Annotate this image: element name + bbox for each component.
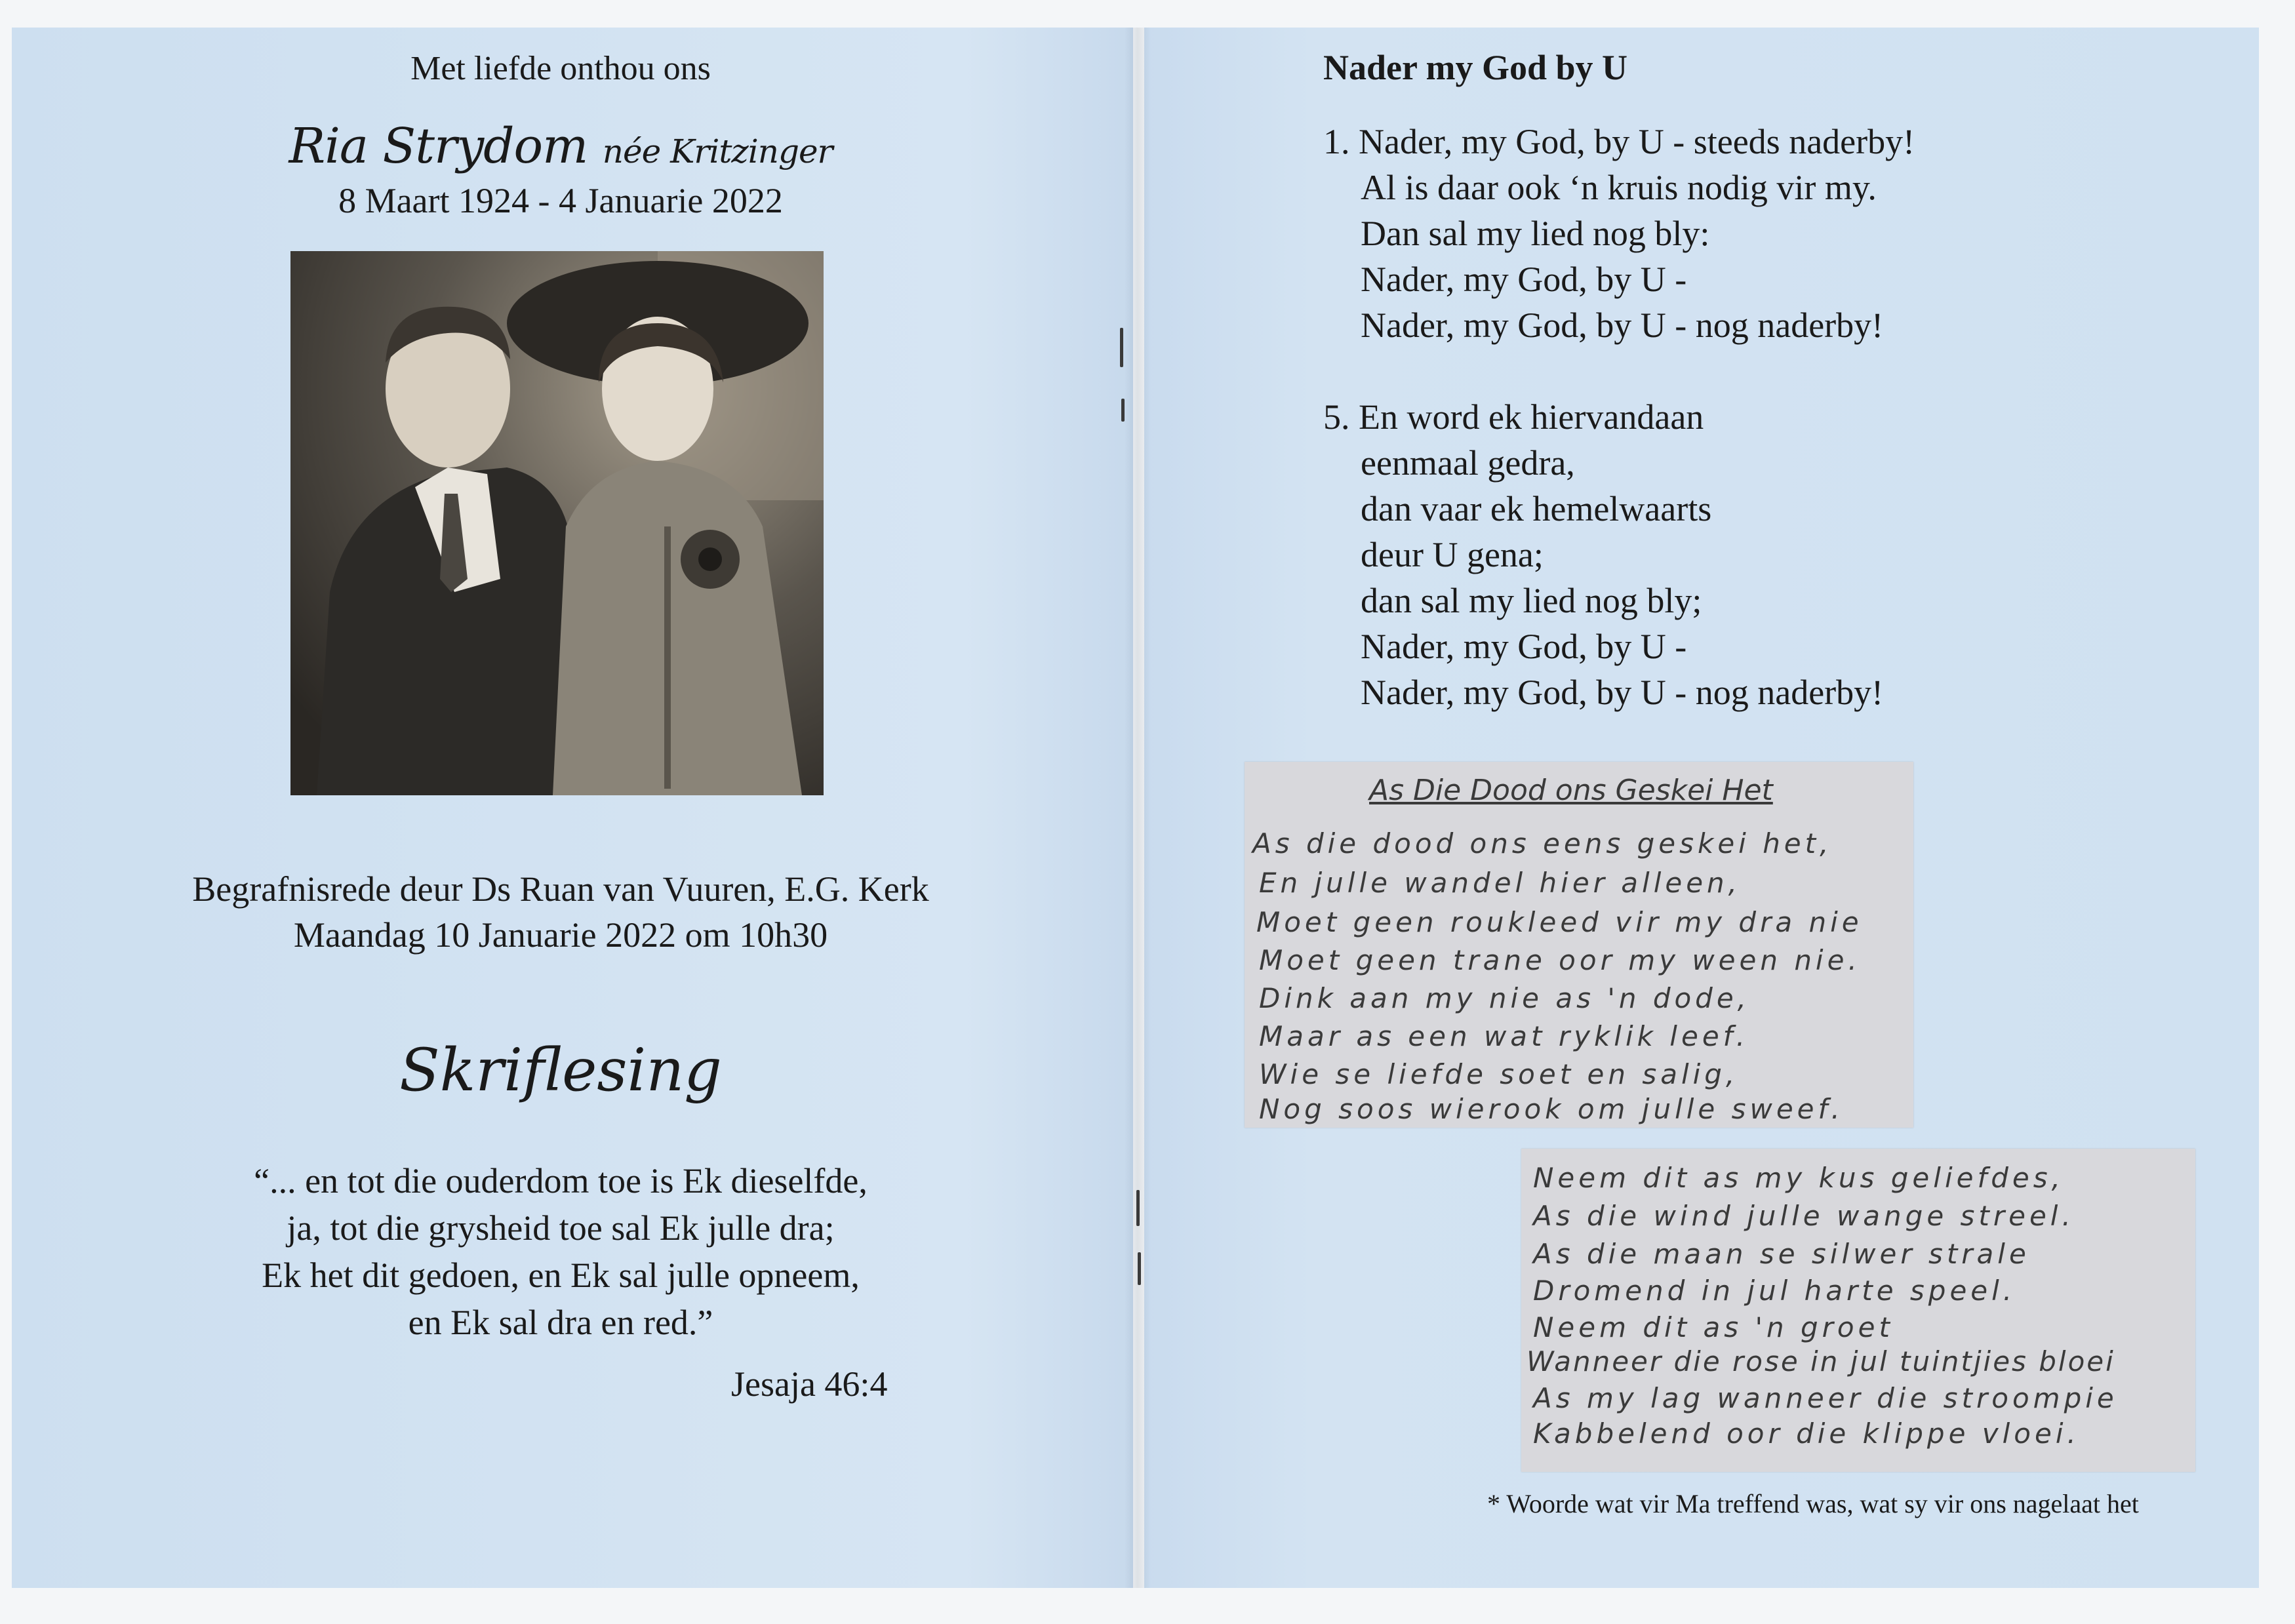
staple-bottom bbox=[1136, 1190, 1140, 1226]
poem-line: Dromend in jul harte speel. bbox=[1533, 1275, 2016, 1307]
poem-line: Dink aan my nie as 'n dode, bbox=[1259, 982, 1751, 1014]
hymn-line: Nader, my God, by U - bbox=[1361, 260, 1687, 299]
hymn-line: Nader, my God, by U - nog naderby! bbox=[1361, 306, 1884, 345]
photo-illustration bbox=[290, 251, 824, 795]
staple-top bbox=[1120, 328, 1123, 367]
hymn-line: dan sal my lied nog bly; bbox=[1361, 581, 1702, 620]
hymn-line: dan vaar ek hemelwaarts bbox=[1361, 489, 1712, 528]
verse-reference: Jesaja 46:4 bbox=[731, 1364, 888, 1404]
sermon-line-1: Begrafnisrede deur Ds Ruan van Vuuren, E.G. Kerk bbox=[192, 869, 929, 909]
poem-title: As Die Dood ons Geskei Het bbox=[1369, 774, 1773, 807]
staple-top-2 bbox=[1121, 399, 1125, 422]
poem-line: As die wind julle wange streel. bbox=[1533, 1200, 2075, 1232]
poem-line: Neem dit as 'n groet bbox=[1533, 1311, 1894, 1343]
hymn-line: Dan sal my lied nog bly: bbox=[1361, 214, 1710, 253]
page-fold bbox=[1125, 28, 1151, 1588]
verse-line: en Ek sal dra en red.” bbox=[408, 1303, 713, 1342]
verse-line: “... en tot die ouderdom toe is Ek dieselfde, bbox=[254, 1161, 868, 1200]
sermon-line-2: Maandag 10 Januarie 2022 om 10h30 bbox=[293, 915, 828, 955]
footnote: * Woorde wat vir Ma treffend was, wat sy vir ons nagelaat het bbox=[1487, 1489, 2139, 1518]
couple-photo bbox=[290, 251, 824, 795]
hymn-line: eenmaal gedra, bbox=[1361, 443, 1575, 483]
poem-line: Maar as een wat ryklik leef. bbox=[1259, 1020, 1749, 1052]
name-text: Ria Strydom bbox=[289, 118, 588, 174]
poem-line: As die maan se silwer strale bbox=[1533, 1238, 2030, 1270]
staple-bottom-2 bbox=[1138, 1252, 1141, 1285]
life-dates: 8 Maart 1924 - 4 Januarie 2022 bbox=[338, 181, 783, 220]
poem-line: Moet geen rouklеed vir my dra nie bbox=[1256, 906, 1863, 938]
poem-line: Neem dit as my kus geliefdes, bbox=[1533, 1162, 2064, 1194]
poem-line: Kabbelend oor die klippe vloei. bbox=[1533, 1417, 2080, 1450]
hymn-title: Nader my God by U bbox=[1323, 48, 1628, 87]
hymn-line: 5. En word ek hiervandaan bbox=[1323, 397, 1704, 437]
hymn-line: Nader, my God, by U - bbox=[1361, 627, 1687, 666]
hymn-line: 1. Nader, my God, by U - steeds naderby! bbox=[1323, 122, 1915, 161]
deceased-name bbox=[0, 118, 1121, 174]
hymn-line: Nader, my God, by U - nog naderby! bbox=[1361, 673, 1884, 712]
hymn-line: deur U gena; bbox=[1361, 535, 1544, 574]
poem-line: Wie se liefde soet en salig, bbox=[1259, 1058, 1739, 1090]
verse-line: Ek het dit gedoen, en Ek sal julle opneem, bbox=[262, 1256, 860, 1295]
poem-line: En julle wandel hier alleen, bbox=[1259, 867, 1742, 899]
poem-line: Nog soos wierook om julle sweef. bbox=[1259, 1093, 1844, 1125]
poem-line: Moet geen trane oor my ween nie. bbox=[1259, 944, 1861, 976]
poem-line: Wanneer die rose in jul tuintjies bloei bbox=[1527, 1345, 2115, 1377]
handwritten-poem-card-1 bbox=[1245, 762, 1913, 1128]
maiden-name: née Kritzinger bbox=[602, 132, 833, 170]
reading-title: Skriflesing bbox=[399, 1036, 722, 1105]
handwritten-poem-card-2 bbox=[1521, 1149, 2195, 1472]
poem-line: As my lag wanneer die stroompie bbox=[1533, 1382, 2118, 1414]
verse-line: ja, tot die grysheid toe sal Ek julle dra; bbox=[287, 1208, 835, 1248]
intro-text: Met liefde onthou ons bbox=[410, 50, 711, 87]
hymn-line: Al is daar ook ‘n kruis nodig vir my. bbox=[1361, 168, 1877, 207]
poem-line: As die dood ons eens geskei het, bbox=[1252, 827, 1833, 860]
